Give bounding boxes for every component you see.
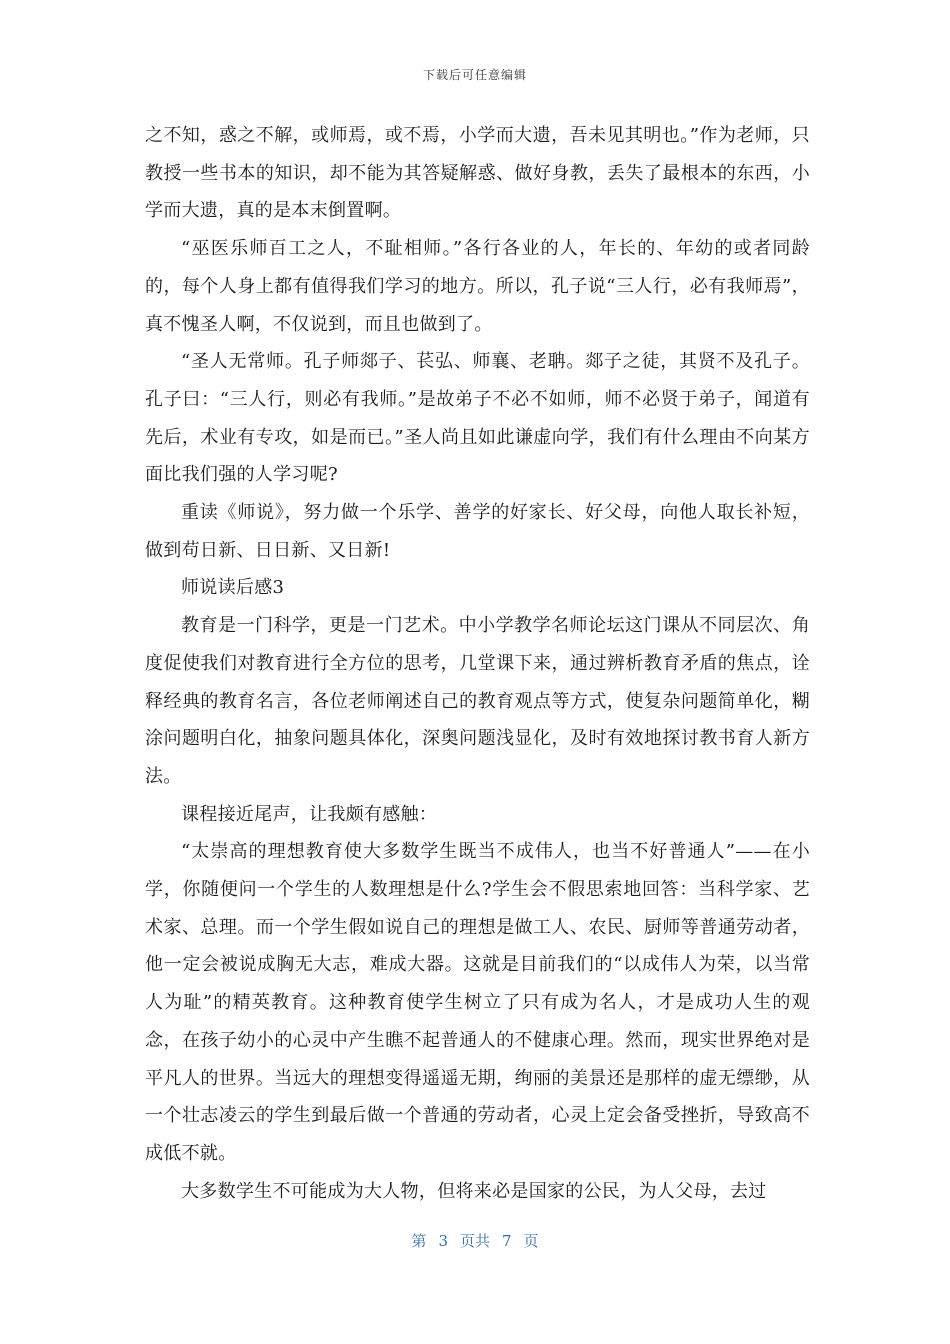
- paragraph: “巫医乐师百工之人，不耻相师。”各行各业的人，年长的、年幼的或者同龄的，每个人身上都有值得我们学习的地方。所以，孔子说“三人行，必有我师焉”，真不愧圣人啊，不仅说到，而且也做到了。: [145, 238, 810, 335]
- footer-middle: 页共: [459, 1232, 490, 1250]
- page-header: 下载后可任意编辑: [422, 68, 527, 82]
- paragraph: 之不知，惑之不解，或师焉，或不焉，小学而大遗，吾未见其明也。”作为老师，只教授一些书本的知识，却不能为其答疑解惑、做好身教，丢失了最根本的东西，小学而大遗，真的是本末倒置啊。: [145, 125, 810, 222]
- paragraph: “太崇高的理想教育使大多数学生既当不成伟人，也当不好普通人”——在小学，你随便问一个学生的人数理想是什么?学生会不假思索地回答：当科学家、艺术家、总理。而一个学生假如说自己的理想是做工人、农民、厨师等普通劳动者，他一定会被说成胸无大志，难成大器。这就是目前我们的“以成伟人为荣，以当常人为耻”的精英教育。这种教育使学生树立了只有成为名人，才是成功人生的观念，在孩子幼小的心灵中产生瞧不起普通人的不健康心理。然而，现实世界绝对是平凡人的世界。当远大的理想变得遥遥无期，绚丽的美景还是那样的虚无缥缈，从一个壮志凌云的学生到最后做一个普通的劳动者，心灵上定会备受挫折，导致高不成低不就。: [145, 841, 810, 1164]
- footer-page-number: 3: [438, 1232, 448, 1250]
- paragraph: 课程接近尾声，让我颇有感触：: [181, 803, 438, 825]
- paragraph: 大多数学生不可能成为大人物，但将来必是国家的公民，为人父母，去过: [181, 1180, 767, 1202]
- section-heading: 师说读后感3: [181, 577, 285, 599]
- footer-total-pages: 7: [502, 1232, 512, 1250]
- footer-prefix: 第: [411, 1232, 427, 1250]
- paragraph: 教育是一门科学，更是一门艺术。中小学教学名师论坛这门课从不同层次、角度促使我们对教育进行全方位的思考，几堂课下来，通过辨析教育矛盾的焦点，诠释经典的教育名言，各位老师阐述自己的教育观点等方式，使复杂问题简单化，糊涂问题明白化，抽象问题具体化，深奥问题浅显化，及时有效地探讨教书育人新方法。: [145, 615, 810, 787]
- footer-suffix: 页: [523, 1232, 539, 1250]
- document-body: [145, 117, 810, 1210]
- page-footer: [0, 1230, 950, 1251]
- paragraph: “圣人无常师。孔子师郯子、苌弘、师襄、老聃。郯子之徒，其贤不及孔子。孔子曰：“三人行，则必有我师。”是故弟子不必不如师，师不必贤于弟子，闻道有先后，术业有专攻，如是而已。”圣人尚且如此谦虚向学，我们有什么理由不向某方面比我们强的人学习呢?: [145, 351, 810, 486]
- paragraph: 重读《师说》，努力做一个乐学、善学的好家长、好父母，向他人取长补短，做到苟日新、日日新、又日新!: [145, 502, 810, 561]
